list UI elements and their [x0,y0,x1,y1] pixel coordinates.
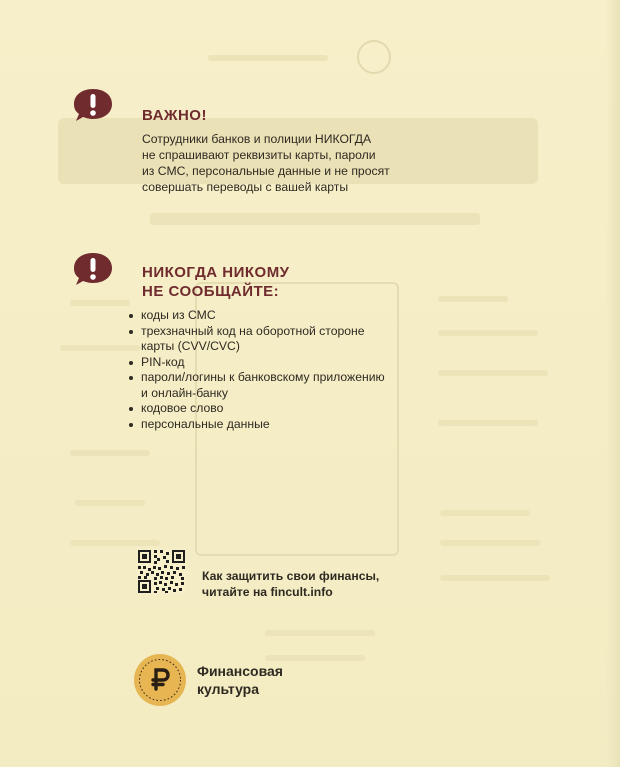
never-share-heading-line: НИКОГДА НИКОМУ [142,264,290,281]
important-text-line: Сотрудники банков и полиции НИКОГДА [142,132,372,146]
paper-edge-shadow [606,0,620,767]
show-through-line [438,370,548,376]
never-share-heading-line: НЕ СООБЩАЙТЕ: [142,283,280,300]
list-item-line: трехзначный код на оборотной стороне [141,323,365,338]
list-item [127,355,385,371]
show-through-line [438,296,508,302]
show-through-line [438,420,538,426]
list-item-line: PIN-код [141,354,185,369]
list-item [127,324,385,355]
show-through-line [438,330,538,336]
exclamation-bubble-icon [72,252,114,286]
important-text-line: совершать переводы с вашей карты [142,180,349,194]
important-text-line: из СМС, персональные данные и не просят [142,164,390,178]
important-text [142,131,390,195]
exclamation-bubble-icon [72,88,114,122]
important-heading: ВАЖНО! [142,107,207,124]
list-item-line: пароли/логины к банковскому приложению [141,370,385,384]
never-share-heading [142,263,290,301]
list-item-line: персональные данные [141,416,270,431]
list-item [127,308,385,324]
list-item-line: карты (CVV/CVC) [141,339,240,353]
never-share-list [127,308,385,432]
show-through-line [150,213,480,225]
show-through-line [75,500,145,506]
important-text-line: не спрашивают реквизиты карты, пароли [142,148,376,162]
show-through-line [265,630,375,636]
fin-culture-logo-text [197,662,283,698]
list-item [127,417,385,433]
list-item-line: и онлайн-банку [141,385,228,400]
logo-text-line: Финансовая [197,663,283,679]
ruble-coin-icon [133,653,187,707]
logo-text-line: культура [197,681,260,697]
show-through-line [70,300,130,306]
qr-code-icon[interactable] [137,549,186,594]
fincult-link-text [202,569,379,600]
list-item [127,401,385,417]
show-through-line [265,655,365,661]
show-through-line [440,575,550,581]
list-item [127,370,385,401]
list-item-line: коды из СМС [141,308,216,322]
show-through-line [70,540,160,546]
list-item-line: кодовое слово [141,401,224,415]
show-through-emblem [357,40,391,74]
show-through-line [208,55,328,61]
show-through-line [440,540,540,546]
fincult-text-line: Как защитить свои финансы, [202,569,380,583]
show-through-line [70,450,150,456]
fincult-text-line: читайте на fincult.info [202,584,333,599]
show-through-line [440,510,530,516]
